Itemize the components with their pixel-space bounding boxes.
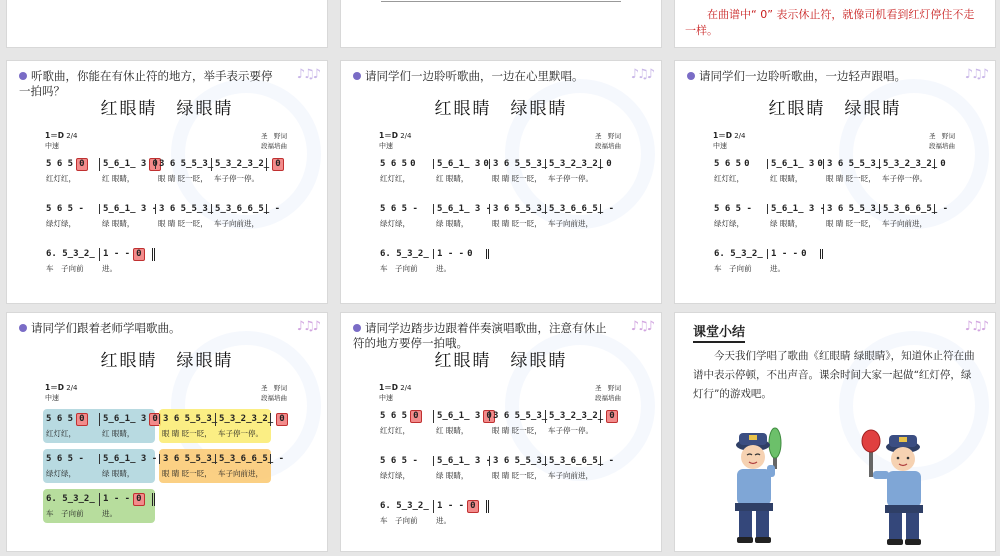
measure-notes: 5̲6̲1̲ 3 - [103, 204, 158, 214]
score-meta-left: 1＝D 2/4 中速 [379, 383, 412, 402]
measure-notes: 5 6 5 [714, 159, 742, 169]
lyrics-row [159, 466, 271, 480]
lyrics-row [711, 261, 961, 275]
measure-notes: 5 6 5 - [46, 204, 84, 214]
score [711, 157, 961, 292]
lyrics-row [377, 261, 627, 275]
rest-symbol: 0 [467, 500, 478, 513]
measure-notes: 5 6 5 - [714, 204, 752, 214]
notation-row [377, 247, 627, 261]
lyrics-row [711, 171, 961, 185]
rest-symbol: 0 [410, 159, 416, 169]
score-meta-left: 1＝D 2/4 中速 [379, 131, 412, 150]
measure-notes: 5̲6̲1̲ 3 [437, 410, 481, 421]
phrase-highlight [159, 449, 285, 483]
song-title: 红眼睛 绿眼睛 [768, 99, 902, 119]
lyrics-row [377, 468, 627, 482]
measure-notes: 5 6 5 - [46, 454, 84, 464]
measure [43, 454, 99, 464]
bullet-icon [353, 324, 361, 332]
lyric-text: 车 子向前 [380, 263, 418, 273]
measure [159, 454, 218, 464]
notation-row [377, 409, 627, 423]
slide-1[interactable] [6, 60, 328, 304]
lyric-text: 车子向前进， [548, 470, 593, 480]
measure [545, 204, 615, 214]
lyric-text: 眼 睛 眨一眨， [158, 173, 208, 183]
measure [433, 500, 489, 513]
measure-notes: 1 - - [437, 500, 465, 511]
slide-top-middle[interactable] [340, 0, 662, 48]
lyric-text: 红灯红， [380, 425, 410, 435]
measure [711, 159, 767, 169]
measure [823, 204, 882, 214]
measure [377, 249, 433, 259]
measure-notes: 5̲6̲1̲ 3 [771, 159, 815, 169]
measure-notes: 1 - - [437, 249, 465, 259]
rest-symbol: 0 [606, 159, 612, 169]
lyrics-row [43, 216, 293, 230]
lyric-text: 绿 眼睛， [102, 218, 135, 228]
music-notes-icon: ♪♫♪ [296, 319, 319, 334]
lyrics-row [159, 426, 271, 440]
lyric-text: 绿灯绿， [380, 470, 410, 480]
lyrics-row [377, 171, 627, 185]
slide-prompt: 请同学们一边聆听歌曲，一边轻声跟唱。 [687, 69, 951, 84]
measure [489, 456, 548, 466]
measure-notes: 5 6 5 [46, 413, 74, 424]
slide-summary[interactable] [674, 312, 996, 552]
measure-notes: 5̲6̲1̲ 3 [103, 413, 147, 424]
phrase-highlight [43, 489, 155, 523]
measure [211, 204, 281, 214]
score [377, 409, 627, 544]
lyric-text: 眼 睛 眨一眨， [492, 218, 542, 228]
lyrics-row [43, 426, 155, 440]
song-title: 红眼睛 绿眼睛 [434, 99, 568, 119]
measure [377, 501, 433, 511]
score [377, 157, 627, 292]
rest-symbol: 0 [410, 410, 421, 423]
measure [545, 159, 612, 169]
lyrics-row [43, 171, 293, 185]
measure-notes: 5̲3̲6̲6̲5̲ - [549, 204, 615, 214]
rest-symbol: 0 [467, 249, 473, 259]
lyric-text: 红 眼睛， [102, 173, 135, 183]
slide-prompt: 请同学边踏步边跟着伴奏演唱歌曲，注意有休止符的地方要停一拍哦。 [353, 321, 607, 350]
measure-notes: 5̲3̲2̲3̲2̲ [549, 410, 604, 421]
rest-symbol: 0 [76, 158, 87, 171]
measure [433, 159, 489, 169]
phrase-highlight [159, 409, 285, 443]
lyric-text: 绿灯绿， [714, 218, 744, 228]
lyrics-row [377, 216, 627, 230]
lyric-text: 进。 [770, 263, 785, 273]
lyric-text: 车 子向前 [714, 263, 752, 273]
measure [433, 204, 492, 214]
traffic-officer-red-illustration [857, 425, 937, 547]
measure-notes: 5 6 5 - [380, 204, 418, 214]
lyric-text: 绿 眼睛， [102, 468, 135, 478]
lyric-text: 车子停一停。 [548, 173, 593, 183]
score-meta-right: 圣 野词 段福培曲 [261, 384, 287, 402]
measure [43, 204, 99, 214]
measure [377, 204, 433, 214]
notation-row [377, 454, 627, 468]
lyric-text: 绿 眼睛， [436, 470, 469, 480]
rest-explanation: 在曲谱中“ 0” 表示休止符，就像司机看到红灯停住不走一样。 [685, 8, 975, 37]
song-title: 红眼睛 绿眼睛 [434, 351, 568, 371]
measure-notes: 5̲6̲1̲ 3 - [437, 204, 492, 214]
lyric-text: 车子停一停。 [214, 173, 259, 183]
measure [767, 249, 823, 259]
measure-notes: 3 6 5̲5̲3̲ [159, 204, 214, 214]
notation-row [43, 247, 293, 261]
measure-notes: 5̲6̲1̲ 3 [103, 158, 147, 169]
lyric-text: 车 子向前 [380, 515, 418, 525]
rest-symbol: 0 [817, 159, 823, 169]
lyric-text: 车 子向前 [46, 508, 84, 518]
rest-symbol: 0 [483, 410, 494, 423]
measure-notes: 3 6 5̲5̲3̲ [827, 204, 882, 214]
measure [99, 454, 158, 464]
notation-row [377, 499, 627, 513]
measure [767, 204, 826, 214]
measure [433, 410, 492, 423]
lyrics-row [377, 423, 627, 437]
lyric-text: 绿灯绿， [380, 218, 410, 228]
measure-notes: 3 6 5̲5̲3̲ [493, 411, 548, 421]
lyric-text: 眼 睛 眨一眨， [162, 428, 212, 438]
music-notes-icon: ♪♫♪ [630, 319, 653, 334]
measure [879, 204, 949, 214]
summary-title: 课堂小结 [693, 321, 745, 343]
measure-notes: 6. 5̲3̲2̲ [380, 501, 429, 511]
measure-notes: 5 6 5 [46, 158, 74, 169]
lyric-text: 进。 [436, 515, 451, 525]
rest-symbol: 0 [133, 493, 144, 506]
lyric-text: 眼 睛 眨一眨， [162, 468, 212, 478]
measure [879, 159, 946, 169]
measure-notes: 5̲3̲6̲6̲5̲ - [219, 454, 285, 464]
bullet-icon [353, 72, 361, 80]
traffic-officer-green-illustration [727, 421, 803, 547]
slide-4[interactable] [6, 312, 328, 552]
rest-symbol: 0 [483, 159, 489, 169]
rest-symbol: 0 [272, 158, 283, 171]
music-notes-icon: ♪♫♪ [964, 319, 987, 334]
lyric-text: 进。 [436, 263, 451, 273]
notation-row [159, 412, 285, 426]
notation-row [377, 202, 627, 216]
rest-symbol: 0 [149, 413, 160, 426]
score-meta-right: 圣 野词 段福培曲 [929, 132, 955, 150]
measure [99, 248, 155, 261]
measure-notes: 5̲6̲1̲ 3 [437, 159, 481, 169]
measure [545, 410, 615, 423]
slide-prompt: 听歌曲，你能在有休止符的地方，举手表示要停一拍吗？ [19, 69, 273, 98]
measure-notes: 5̲3̲2̲3̲2̲ [883, 159, 938, 169]
measure-notes: 3 6 5̲5̲3̲ [163, 454, 218, 464]
summary-text: 今天我们学唱了歌曲《红眼睛 绿眼睛》，知道休止符在曲谱中表示停顿，不出声音。课余时间大家一起做“红灯停，绿灯行”的游戏吧。 [693, 350, 975, 400]
score-table-stub [381, 0, 621, 2]
lyric-text: 眼 睛 眨一眨， [492, 425, 542, 435]
measure-notes: 3 6 5̲5̲3̲ [163, 414, 218, 424]
slide-5[interactable] [340, 312, 662, 552]
measure [99, 158, 158, 171]
rest-symbol: 0 [149, 158, 160, 171]
notation-row [711, 247, 961, 261]
measure [155, 159, 214, 169]
lyric-text: 车子停一停。 [882, 173, 927, 183]
rest-symbol: 0 [606, 410, 617, 423]
measure-notes: 5 6 5 [380, 159, 408, 169]
lyric-text: 眼 睛 眨一眨， [826, 218, 876, 228]
music-notes-icon: ♪♫♪ [296, 67, 319, 82]
lyric-text: 车子向前进， [218, 468, 263, 478]
notation-row [43, 452, 158, 466]
slide-prompt: 请同学们一边聆听歌曲，一边在心里默唱。 [353, 69, 617, 84]
rest-symbol: 0 [133, 248, 144, 261]
measure-notes: 5̲3̲6̲6̲5̲ - [215, 204, 281, 214]
lyric-text: 红灯红， [46, 428, 76, 438]
measure-notes: 3 6 5̲5̲3̲ [493, 159, 548, 169]
lyrics-row [377, 513, 627, 527]
measure-notes: 1 - - [103, 248, 131, 259]
measure-notes: 5 6 5 [380, 410, 408, 421]
measure [99, 204, 158, 214]
measure-notes: 5̲6̲1̲ 3 - [771, 204, 826, 214]
lyrics-row [43, 506, 155, 520]
slide-top-right[interactable] [674, 0, 996, 48]
measure [711, 204, 767, 214]
measure [43, 249, 99, 259]
measure-notes: 5̲3̲6̲6̲5̲ - [883, 204, 949, 214]
lyric-text: 眼 睛 眨一眨， [492, 173, 542, 183]
measure-notes: 3 6 5̲5̲3̲ [159, 159, 214, 169]
score-meta-left: 1＝D 2/4 中速 [45, 131, 78, 150]
measure [711, 249, 767, 259]
lyric-text: 车子停一停。 [548, 425, 593, 435]
phrase-highlight [43, 449, 158, 483]
rest-symbol: 0 [276, 413, 287, 426]
lyric-text: 进。 [102, 508, 117, 518]
lyric-text: 红灯红， [380, 173, 410, 183]
measure-notes: 1 - - [771, 249, 799, 259]
lyric-text: 红 眼睛， [102, 428, 135, 438]
lyrics-row [43, 261, 293, 275]
lyric-text: 绿 眼睛， [770, 218, 803, 228]
score [43, 409, 293, 529]
lyric-text: 车子向前进， [214, 218, 259, 228]
measure-notes: 3 6 5̲5̲3̲ [827, 159, 882, 169]
measure [99, 493, 155, 506]
lyric-text: 绿灯绿， [46, 218, 76, 228]
lyric-text: 绿 眼睛， [436, 218, 469, 228]
measure [215, 413, 285, 426]
lyric-text: 车子向前进， [548, 218, 593, 228]
notation-row [377, 157, 627, 171]
lyric-text: 红 眼睛， [436, 425, 469, 435]
measure-notes: 6. 5̲3̲2̲ [714, 249, 763, 259]
lyrics-row [711, 216, 961, 230]
notation-row [43, 202, 293, 216]
measure [433, 456, 492, 466]
lyric-text: 眼 睛 眨一眨， [826, 173, 876, 183]
measure-notes: 5̲3̲2̲3̲2̲ [219, 413, 274, 424]
slide-prompt: 请同学们跟着老师学唱歌曲。 [19, 321, 283, 336]
rest-symbol: 0 [744, 159, 750, 169]
measure [489, 411, 548, 421]
measure [43, 494, 99, 504]
lyric-text: 红 眼睛， [436, 173, 469, 183]
song-title: 红眼睛 绿眼睛 [100, 351, 234, 371]
music-notes-icon: ♪♫♪ [964, 67, 987, 82]
measure [489, 204, 548, 214]
measure-notes: 1 - - [103, 493, 131, 504]
measure-notes: 6. 5̲3̲2̲ [380, 249, 429, 259]
score-meta-right: 圣 野词 段福培曲 [261, 132, 287, 150]
measure [489, 159, 548, 169]
lyric-text: 绿灯绿， [46, 468, 76, 478]
measure-notes: 5̲6̲1̲ 3 - [437, 456, 492, 466]
notation-row [43, 492, 155, 506]
lyric-text: 车子向前进， [882, 218, 927, 228]
measure [43, 158, 99, 171]
bullet-icon [687, 72, 695, 80]
slide-2[interactable] [340, 60, 662, 304]
measure-notes: 5 6 5 - [380, 456, 418, 466]
notation-row [43, 157, 293, 171]
measure [43, 413, 99, 426]
measure [433, 249, 489, 259]
notation-row [43, 412, 158, 426]
lyric-text: 红灯红， [46, 173, 76, 183]
score [43, 157, 293, 292]
measure-notes: 6. 5̲3̲2̲ [46, 249, 95, 259]
score-meta-right: 圣 野词 段福培曲 [595, 132, 621, 150]
measure [99, 413, 158, 426]
bullet-icon [19, 72, 27, 80]
lyric-text: 车 子向前 [46, 263, 84, 273]
slide-3[interactable] [674, 60, 996, 304]
rest-symbol: 0 [940, 159, 946, 169]
rest-symbol: 0 [76, 413, 87, 426]
measure-notes: 5̲3̲6̲6̲5̲ - [549, 456, 615, 466]
measure [823, 159, 882, 169]
measure [211, 158, 281, 171]
measure-notes: 5̲3̲2̲3̲2̲ [215, 158, 270, 169]
measure [215, 454, 285, 464]
notation-row [159, 452, 285, 466]
measure [377, 159, 433, 169]
score-meta-right: 圣 野词 段福培曲 [595, 384, 621, 402]
rest-symbol: 0 [801, 249, 807, 259]
lyric-text: 眼 睛 眨一眨， [158, 218, 208, 228]
measure [159, 414, 218, 424]
measure [545, 456, 615, 466]
notation-row [711, 202, 961, 216]
measure-notes: 5̲6̲1̲ 3 - [103, 454, 158, 464]
measure [767, 159, 823, 169]
lyric-text: 进。 [102, 263, 117, 273]
notation-row [711, 157, 961, 171]
lyric-text: 车子停一停。 [218, 428, 263, 438]
score-meta-left: 1＝D 2/4 中速 [713, 131, 746, 150]
measure-notes: 3 6 5̲5̲3̲ [493, 204, 548, 214]
measure-notes: 5̲3̲2̲3̲2̲ [549, 159, 604, 169]
measure-notes: 3 6 5̲5̲3̲ [493, 456, 548, 466]
lyric-text: 红 眼睛， [770, 173, 803, 183]
music-notes-icon: ♪♫♪ [630, 67, 653, 82]
lyrics-row [43, 466, 155, 480]
lyric-text: 眼 睛 眨一眨， [492, 470, 542, 480]
bullet-icon [19, 324, 27, 332]
measure [377, 410, 433, 423]
song-title: 红眼睛 绿眼睛 [100, 99, 234, 119]
measure [377, 456, 433, 466]
phrase-highlight [43, 409, 158, 443]
measure-notes: 6. 5̲3̲2̲ [46, 494, 95, 504]
score-meta-left: 1＝D 2/4 中速 [45, 383, 78, 402]
measure [155, 204, 214, 214]
lyric-text: 红灯红， [714, 173, 744, 183]
slide-top-left[interactable] [6, 0, 328, 48]
